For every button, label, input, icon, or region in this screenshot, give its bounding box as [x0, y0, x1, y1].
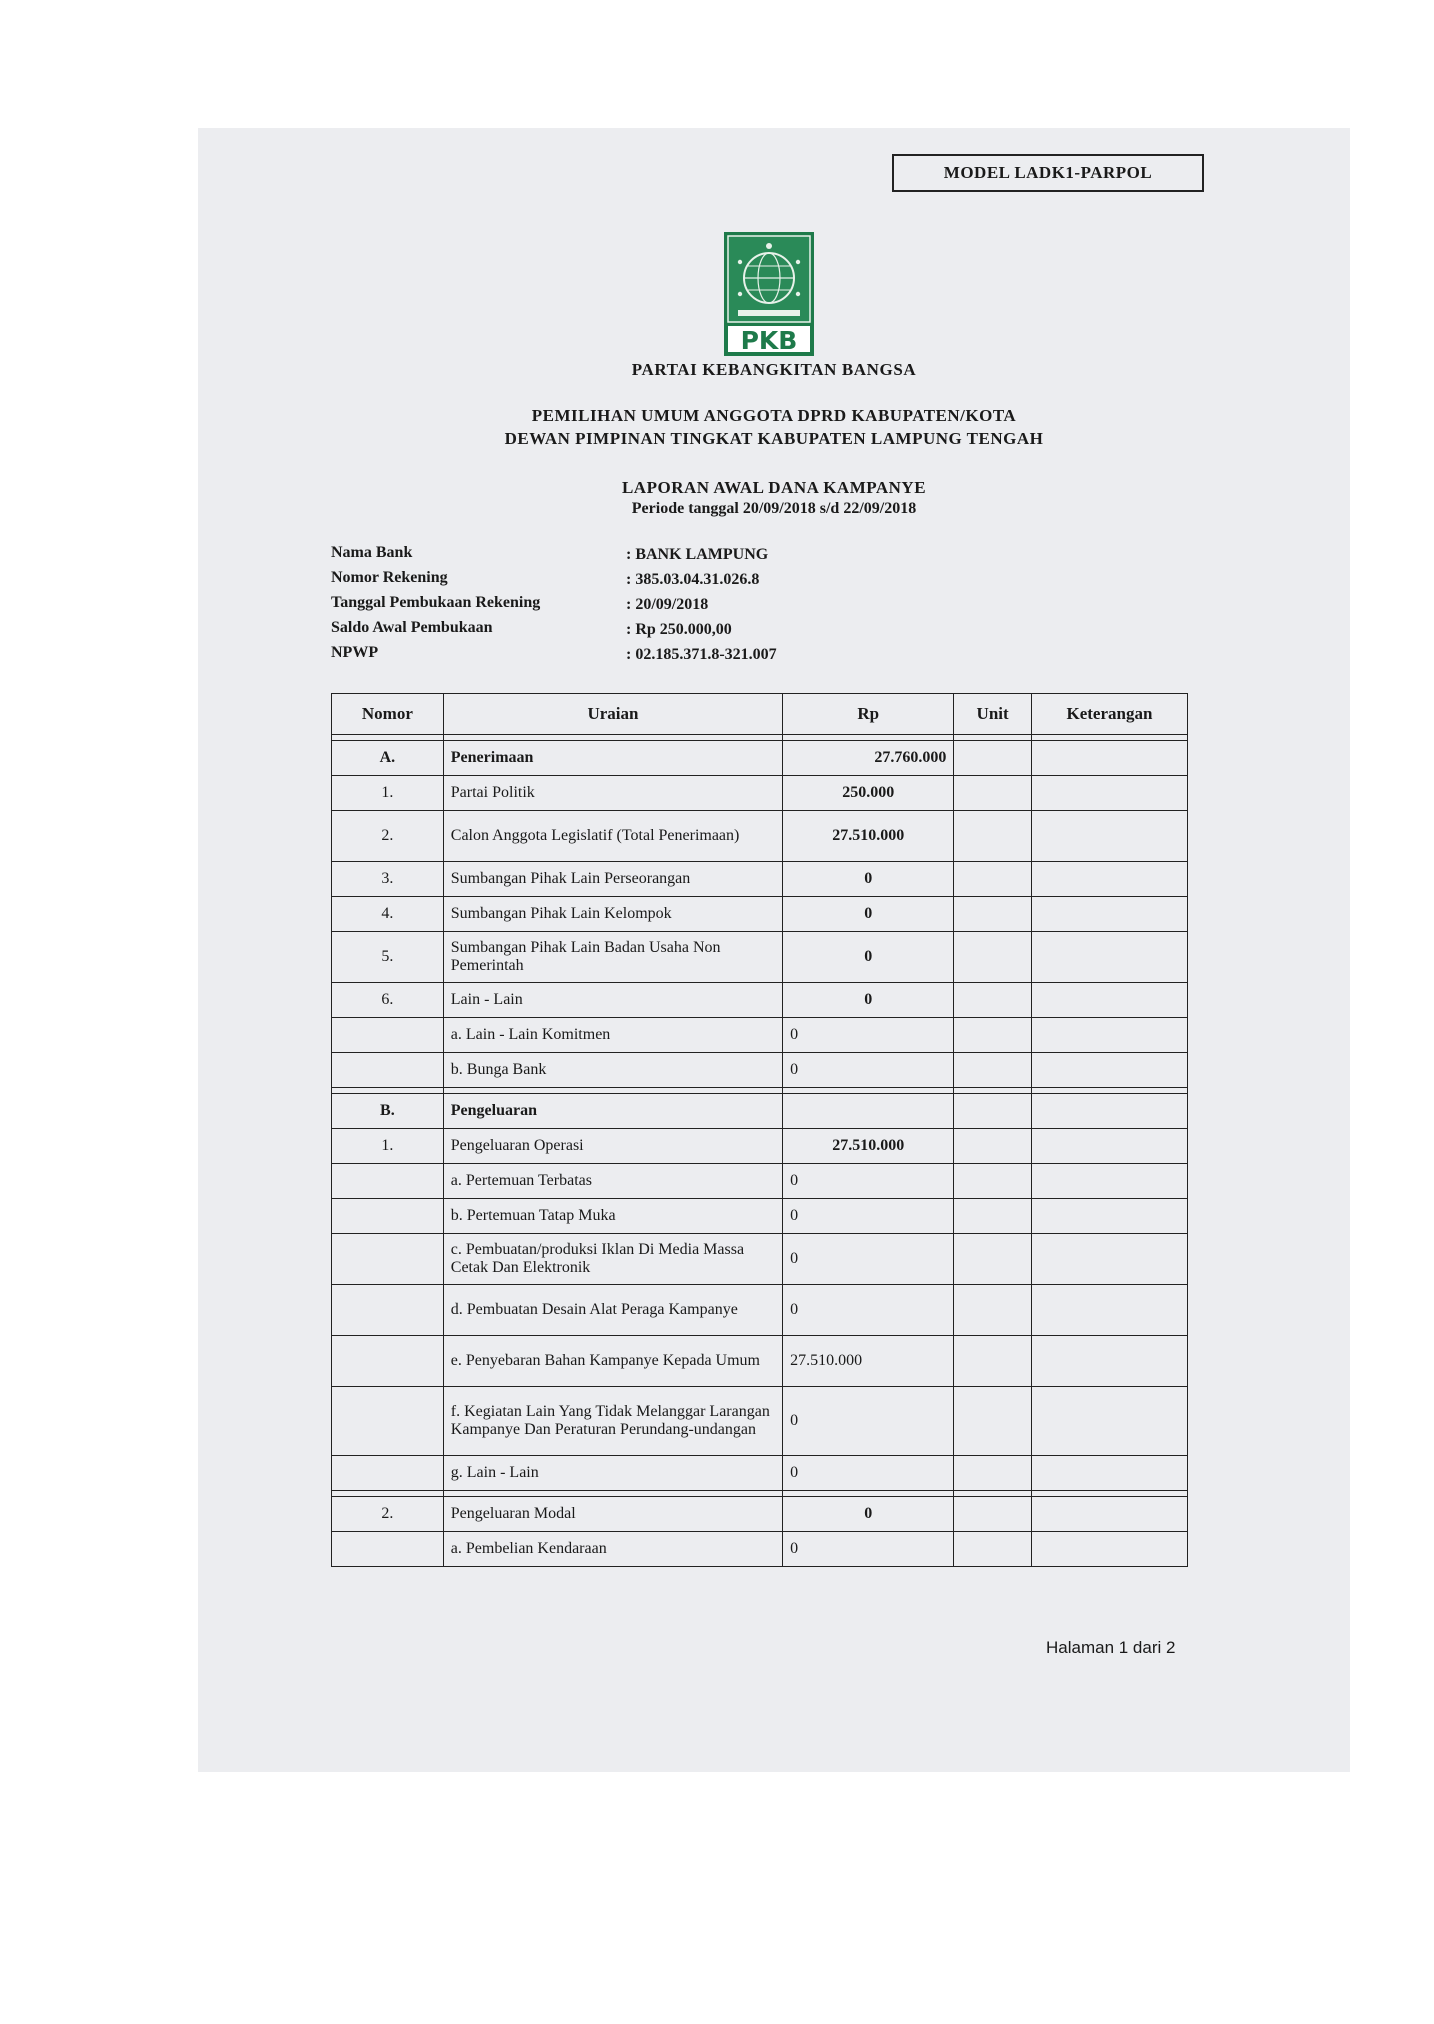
info-value-open-date: : 20/09/2018: [626, 596, 709, 613]
star-icon: [796, 292, 800, 296]
table-row-section-b: B. Pengeluaran: [332, 1094, 1188, 1129]
table-row-section-a: A. Penerimaan 27.760.000: [332, 741, 1188, 776]
header-unit: Unit: [954, 694, 1032, 735]
table-row: 1. Partai Politik 250.000: [332, 776, 1188, 811]
table-row: 6. Lain - Lain 0: [332, 983, 1188, 1018]
star-icon: [766, 243, 772, 249]
header-uraian: Uraian: [443, 694, 782, 735]
header-rp: Rp: [783, 694, 954, 735]
info-label-balance: Saldo Awal Pembukaan: [331, 619, 493, 636]
star-icon: [738, 260, 742, 264]
star-icon: [738, 292, 742, 296]
table-row: e. Penyebaran Bahan Kampanye Kepada Umum 27.510.000: [332, 1336, 1188, 1387]
header-nomor: Nomor: [332, 694, 444, 735]
table-header-row: [332, 694, 1188, 735]
info-label-account: Nomor Rekening: [331, 569, 448, 586]
star-icon: [796, 260, 800, 264]
info-value-balance: : Rp 250.000,00: [626, 621, 732, 638]
table-row: a. Pertemuan Terbatas 0: [332, 1164, 1188, 1199]
info-value-account: : 385.03.04.31.026.8: [626, 571, 760, 588]
table-row: g. Lain - Lain 0: [332, 1456, 1188, 1491]
page-number: Halaman 1 dari 2: [1046, 1638, 1176, 1657]
table-row: 3. Sumbangan Pihak Lain Perseorangan 0: [332, 862, 1188, 897]
table-row: c. Pembuatan/produksi Iklan Di Media Massa Cetak Dan Elektronik 0: [332, 1234, 1188, 1285]
info-label-open-date: Tanggal Pembukaan Rekening: [331, 594, 541, 611]
table-row: a. Lain - Lain Komitmen 0: [332, 1018, 1188, 1053]
report-title: LAPORAN AWAL DANA KAMPANYE: [621, 478, 927, 497]
campaign-fund-table: [331, 693, 1188, 1567]
table-row: 2. Calon Anggota Legislatif (Total Penerimaan) 27.510.000: [332, 811, 1188, 862]
table-row: b. Bunga Bank 0: [332, 1053, 1188, 1088]
table-row: 1. Pengeluaran Operasi 27.510.000: [332, 1129, 1188, 1164]
document-page: [198, 128, 1350, 1772]
info-label-bank: Nama Bank: [331, 544, 413, 561]
report-period: Periode tanggal 20/09/2018 s/d 22/09/2018: [631, 500, 917, 517]
info-value-bank: : BANK LAMPUNG: [626, 546, 769, 563]
table-row: d. Pembuatan Desain Alat Peraga Kampanye 0: [332, 1285, 1188, 1336]
header-keterangan: Keterangan: [1031, 694, 1187, 735]
info-value-npwp: : 02.185.371.8-321.007: [626, 646, 777, 663]
party-name: PARTAI KEBANGKITAN BANGSA: [631, 360, 917, 379]
model-label-box: MODEL LADK1-PARPOL: [892, 154, 1204, 192]
table-row: f. Kegiatan Lain Yang Tidak Melanggar Larangan Kampanye Dan Peraturan Perundang-undangan 0: [332, 1387, 1188, 1456]
pkb-logo: [724, 232, 814, 356]
table-row: 4. Sumbangan Pihak Lain Kelompok 0: [332, 897, 1188, 932]
table-row: b. Pertemuan Tatap Muka 0: [332, 1199, 1188, 1234]
account-info-values: [626, 542, 777, 667]
account-info-labels: [331, 540, 540, 665]
logo-text: PKB: [740, 326, 798, 355]
election-title-line1: PEMILIHAN UMUM ANGGOTA DPRD KABUPATEN/KOTA: [531, 406, 1017, 425]
table-row: 2. Pengeluaran Modal 0: [332, 1497, 1188, 1532]
table-row: 5. Sumbangan Pihak Lain Badan Usaha Non Pemerintah 0: [332, 932, 1188, 983]
info-label-npwp: NPWP: [331, 644, 379, 661]
election-title-line2: DEWAN PIMPINAN TINGKAT KABUPATEN LAMPUNG TENGAH: [504, 429, 1044, 448]
table-row: a. Pembelian Kendaraan 0: [332, 1532, 1188, 1567]
